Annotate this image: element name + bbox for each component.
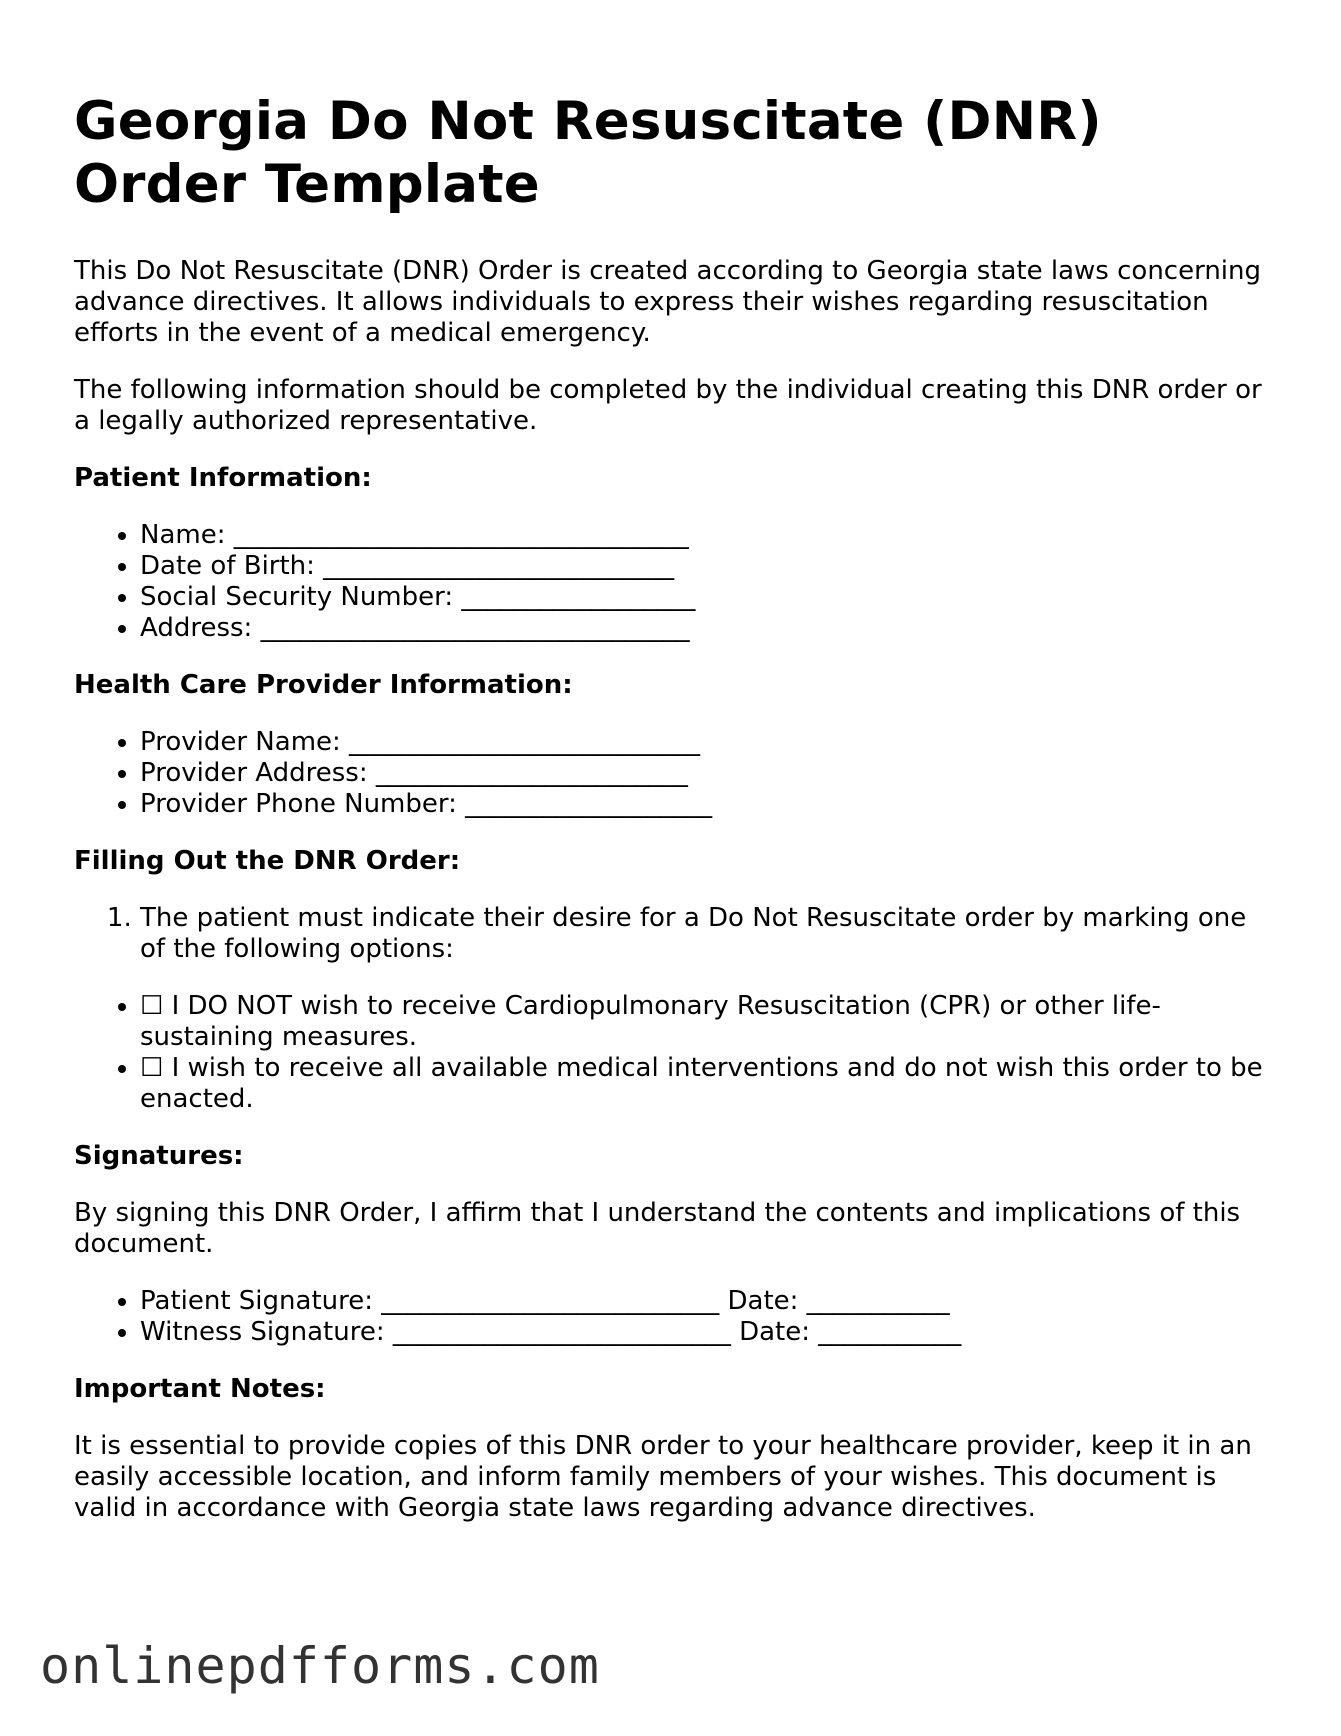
document-page — [74, 90, 1274, 1550]
dnr-options-list — [74, 991, 1274, 1115]
instructions-paragraph: The following information should be completed by the individual creating this DNR order or a legally authorized representative. — [74, 375, 1262, 436]
provider-address-field[interactable]: • Provider Address: ________________________ — [140, 758, 1274, 789]
intro-paragraph: This Do Not Resuscitate (DNR) Order is created according to Georgia state laws concerning advance directives. It allows individuals to express their wishes regarding resuscitation efforts in the event of a medical emergency. — [74, 256, 1261, 348]
notes-paragraph: It is essential to provide copies of this DNR order to your healthcare provider, keep it in an easily accessible location, and inform family members of your wishes. This document is valid in accordance with Georgia state laws regarding advance directives. — [74, 1431, 1252, 1523]
patient-info-heading: Patient Information: — [74, 463, 372, 493]
patient-ssn-field[interactable]: • Social Security Number: __________________ — [140, 582, 1274, 613]
provider-info-heading: Health Care Provider Information: — [74, 670, 573, 700]
patient-address-field[interactable]: • Address: _________________________________ — [140, 613, 1274, 644]
filling-steps-list — [74, 903, 1274, 965]
patient-name-field[interactable]: • Name: ___________________________________ — [140, 520, 1274, 551]
signatures-heading: Signatures: — [74, 1141, 244, 1171]
dnr-option-no-cpr-checkbox[interactable]: • ☐ I DO NOT wish to receive Cardiopulmonary Resuscitation (CPR) or other life-sustaining measures. — [140, 991, 1274, 1053]
signatures-paragraph: By signing this DNR Order, I affirm that I understand the contents and implications of this document. — [74, 1198, 1241, 1259]
dnr-option-all-interventions-checkbox[interactable]: • ☐ I wish to receive all available medical interventions and do not wish this order to be enacted. — [140, 1053, 1274, 1115]
filling-step: 1. The patient must indicate their desire for a Do Not Resuscitate order by marking one of the following options: — [140, 903, 1274, 965]
provider-phone-field[interactable]: • Provider Phone Number: ___________________ — [140, 789, 1274, 820]
filling-heading: Filling Out the DNR Order: — [74, 846, 461, 876]
provider-name-field[interactable]: • Provider Name: ___________________________ — [140, 727, 1274, 758]
page-title: Georgia Do Not Resuscitate (DNR) Order Template — [74, 91, 1102, 215]
notes-heading: Important Notes: — [74, 1374, 326, 1404]
provider-info-list — [74, 727, 1274, 820]
witness-signature-field[interactable]: • Witness Signature: __________________________ Date: ___________ — [140, 1317, 1274, 1348]
patient-info-list — [74, 520, 1274, 644]
patient-signature-field[interactable]: • Patient Signature: __________________________ Date: ___________ — [140, 1286, 1274, 1317]
patient-dob-field[interactable]: • Date of Birth: ___________________________ — [140, 551, 1274, 582]
watermark-logo: onlinepdfforms.com — [40, 1637, 600, 1695]
signatures-list — [74, 1286, 1274, 1348]
